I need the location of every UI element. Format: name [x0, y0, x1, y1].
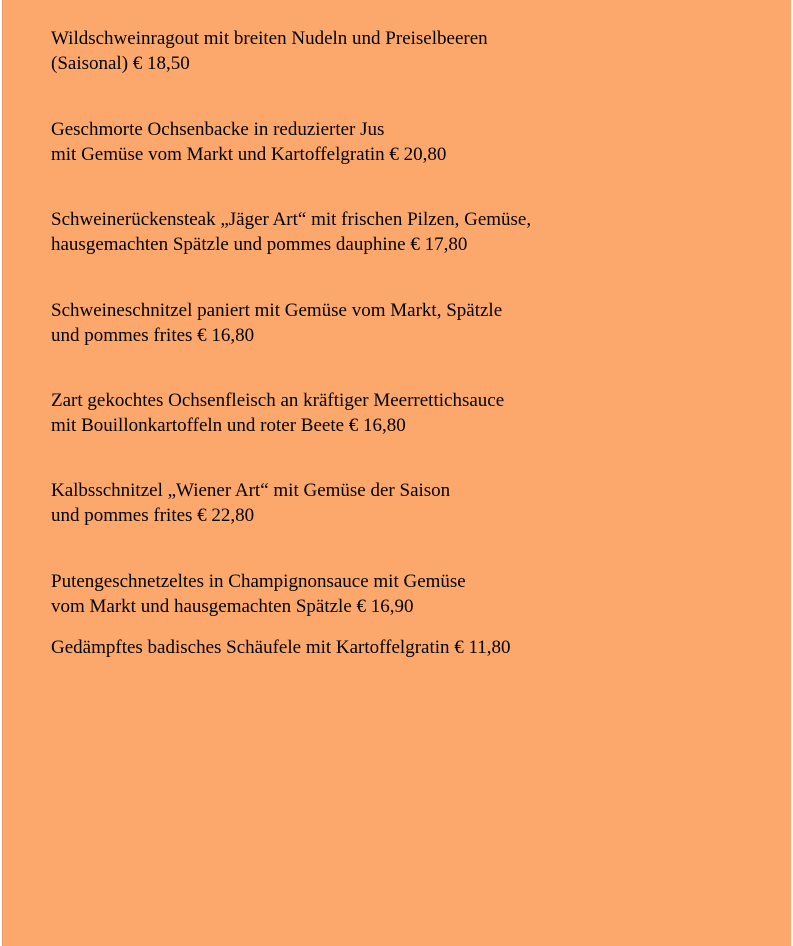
menu-item-line: Gedämpftes badisches Schäufele mit Kartoffelgratin € 11,80 [51, 637, 511, 658]
menu-item-line: Geschmorte Ochsenbacke in reduzierter Jus [51, 119, 385, 140]
menu-item-line: Putengeschnetzeltes in Champignonsauce mit Gemüse [51, 571, 466, 592]
menu-item [51, 388, 504, 438]
menu-item-line: und pommes frites € 22,80 [51, 505, 255, 526]
menu-item [51, 478, 450, 528]
menu-page [2, 0, 791, 946]
menu-item-line: Kalbsschnitzel „Wiener Art“ mit Gemüse der Saison [51, 480, 451, 501]
menu-item [51, 569, 466, 619]
menu-item-line: vom Markt und hausgemachten Spätzle € 16,90 [51, 596, 414, 617]
menu-item-line: Wildschweinragout mit breiten Nudeln und Preiselbeeren [51, 28, 488, 49]
menu-item [51, 207, 531, 257]
menu-item-line: Schweineschnitzel paniert mit Gemüse vom Markt, Spätzle [51, 300, 503, 321]
menu-item-line: Schweinerückensteak „Jäger Art“ mit frischen Pilzen, Gemüse, [51, 209, 532, 230]
menu-item [51, 26, 488, 76]
menu-item-line: mit Bouillonkartoffeln und roter Beete € 16,80 [51, 415, 406, 436]
menu-item [51, 635, 511, 660]
menu-item-line: hausgemachten Spätzle und pommes dauphine € 17,80 [51, 234, 468, 255]
menu-item [51, 298, 502, 348]
menu-item-line: Zart gekochtes Ochsenfleisch an kräftiger Meerrettichsauce [51, 390, 505, 411]
menu-item-line: (Saisonal) € 18,50 [51, 53, 190, 74]
menu-item-line: und pommes frites € 16,80 [51, 325, 255, 346]
menu-item-line: mit Gemüse vom Markt und Kartoffelgratin € 20,80 [51, 144, 447, 165]
menu-item [51, 117, 446, 167]
